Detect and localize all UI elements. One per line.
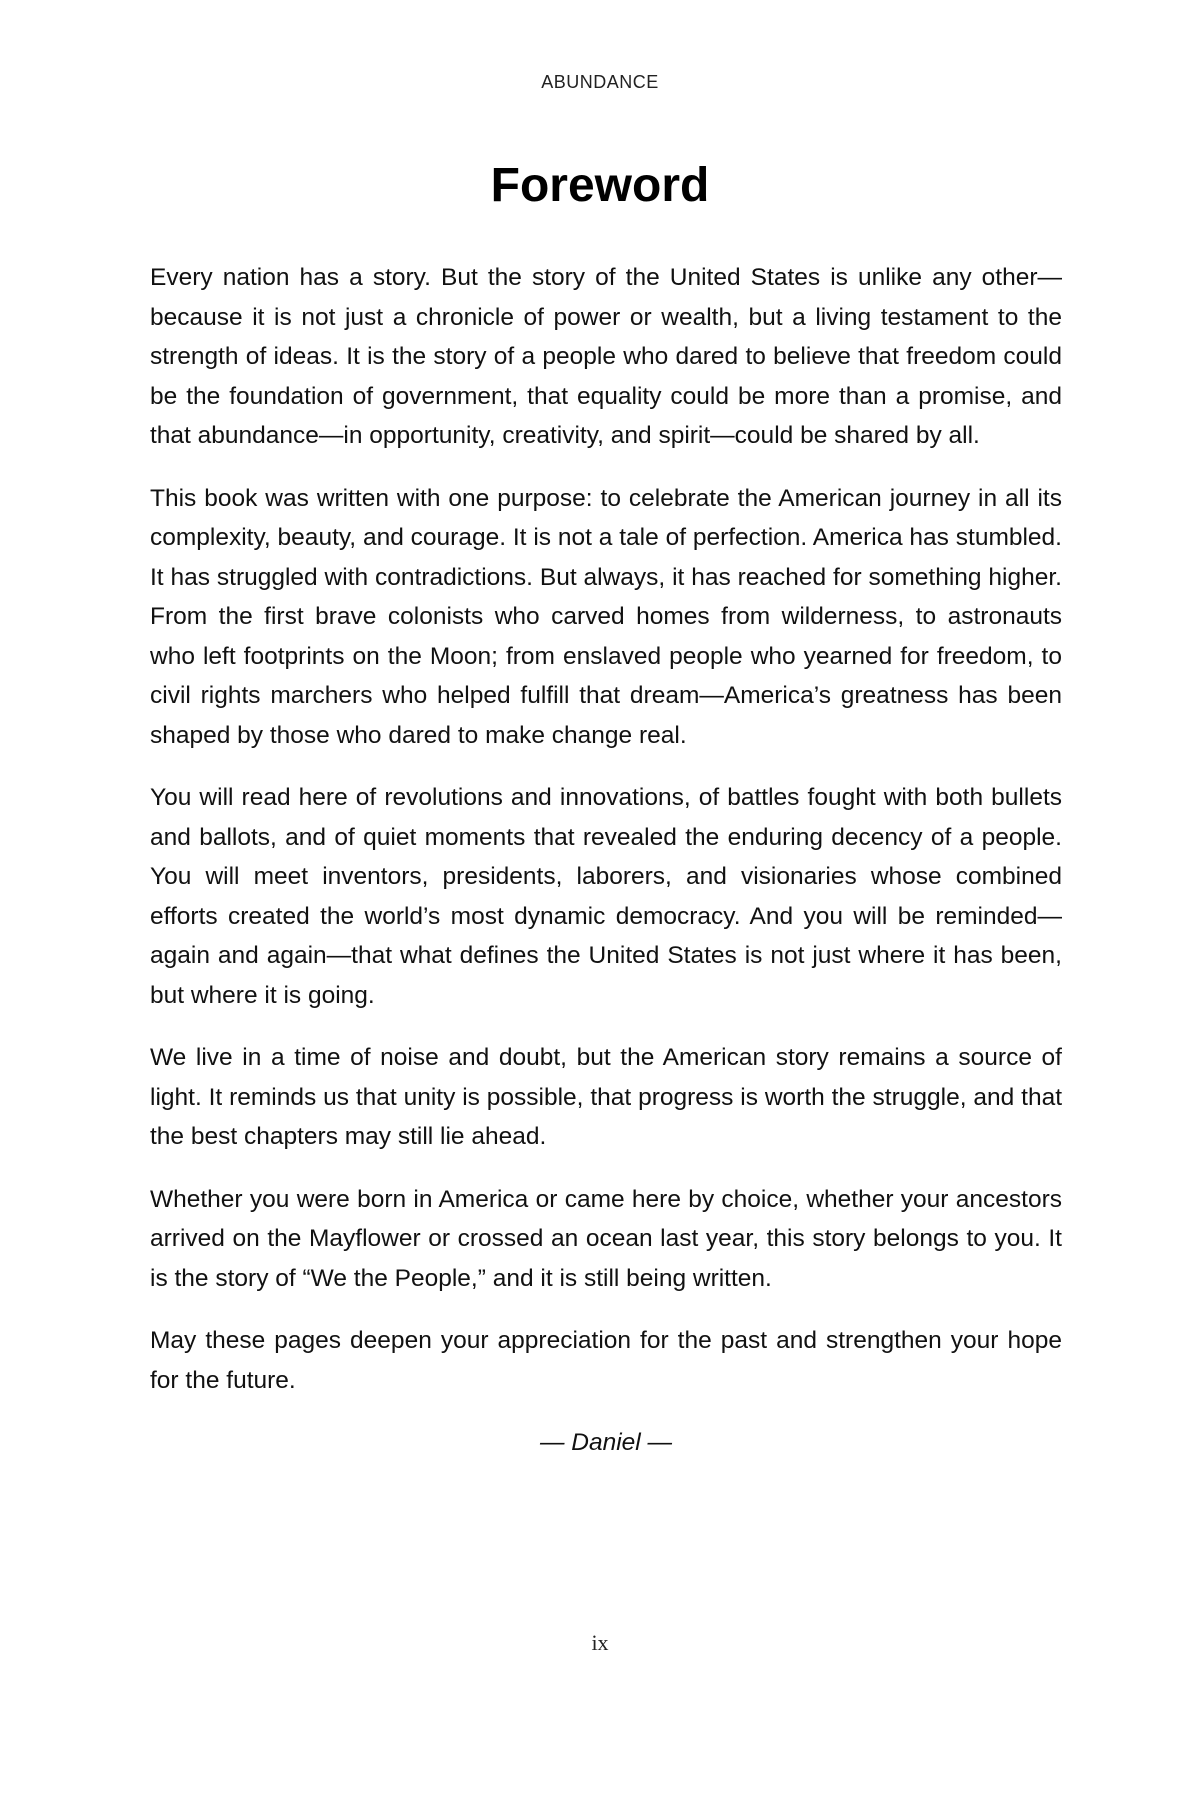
paragraph: Whether you were born in America or came here by choice, whether your ancestors arrived on the Mayflower or crossed an ocean last year, this story belongs to you. It is the story of “We the People,” and it is still being written. [150,1185,1062,1292]
running-header: ABUNDANCE [541,72,659,92]
page-title: Foreword [490,159,710,212]
page-number: ix [591,1630,609,1655]
foreword-body [150,258,1062,1462]
paragraph: This book was written with one purpose: to celebrate the American journey in all its complexity, beauty, and courage. It is not a tale of perfection. America has stumbled. It has struggled with contradictions. But always, it has reached for something higher. From the first brave colonists who carved homes from wilderness, to astronauts who left footprints on the Moon; from enslaved people who yearned for freedom, to civil rights marchers who helped fulfill that dream—America’s greatness has been shaped by those who dared to make change real. [150,484,1062,749]
paragraph: Every nation has a story. But the story of the United States is unlike any other—because it is not just a chronicle of power or wealth, but a living testament to the strength of ideas. It is the story of a people who dared to believe that freedom could be the foundation of government, that equality could be more than a promise, and that abundance—in opportunity, creativity, and spirit—could be shared by all. [150,264,1062,449]
paragraph: We live in a time of noise and doubt, but the American story remains a source of light. It reminds us that unity is possible, that progress is worth the struggle, and that the best chapters may still lie ahead. [150,1044,1062,1150]
paragraph: May these pages deepen your appreciation for the past and strengthen your hope for the future. [150,1327,1062,1394]
paragraph: You will read here of revolutions and innovations, of battles fought with both bullets and ballots, and of quiet moments that revealed the enduring decency of a people. You will meet inventors, presidents, laborers, and visionaries whose combined efforts created the world’s most dynamic democracy. And you will be reminded—again and again—that what defines the United States is not just where it has been, but where it is going. [150,784,1062,1009]
author-signature: — Daniel — [539,1429,673,1456]
